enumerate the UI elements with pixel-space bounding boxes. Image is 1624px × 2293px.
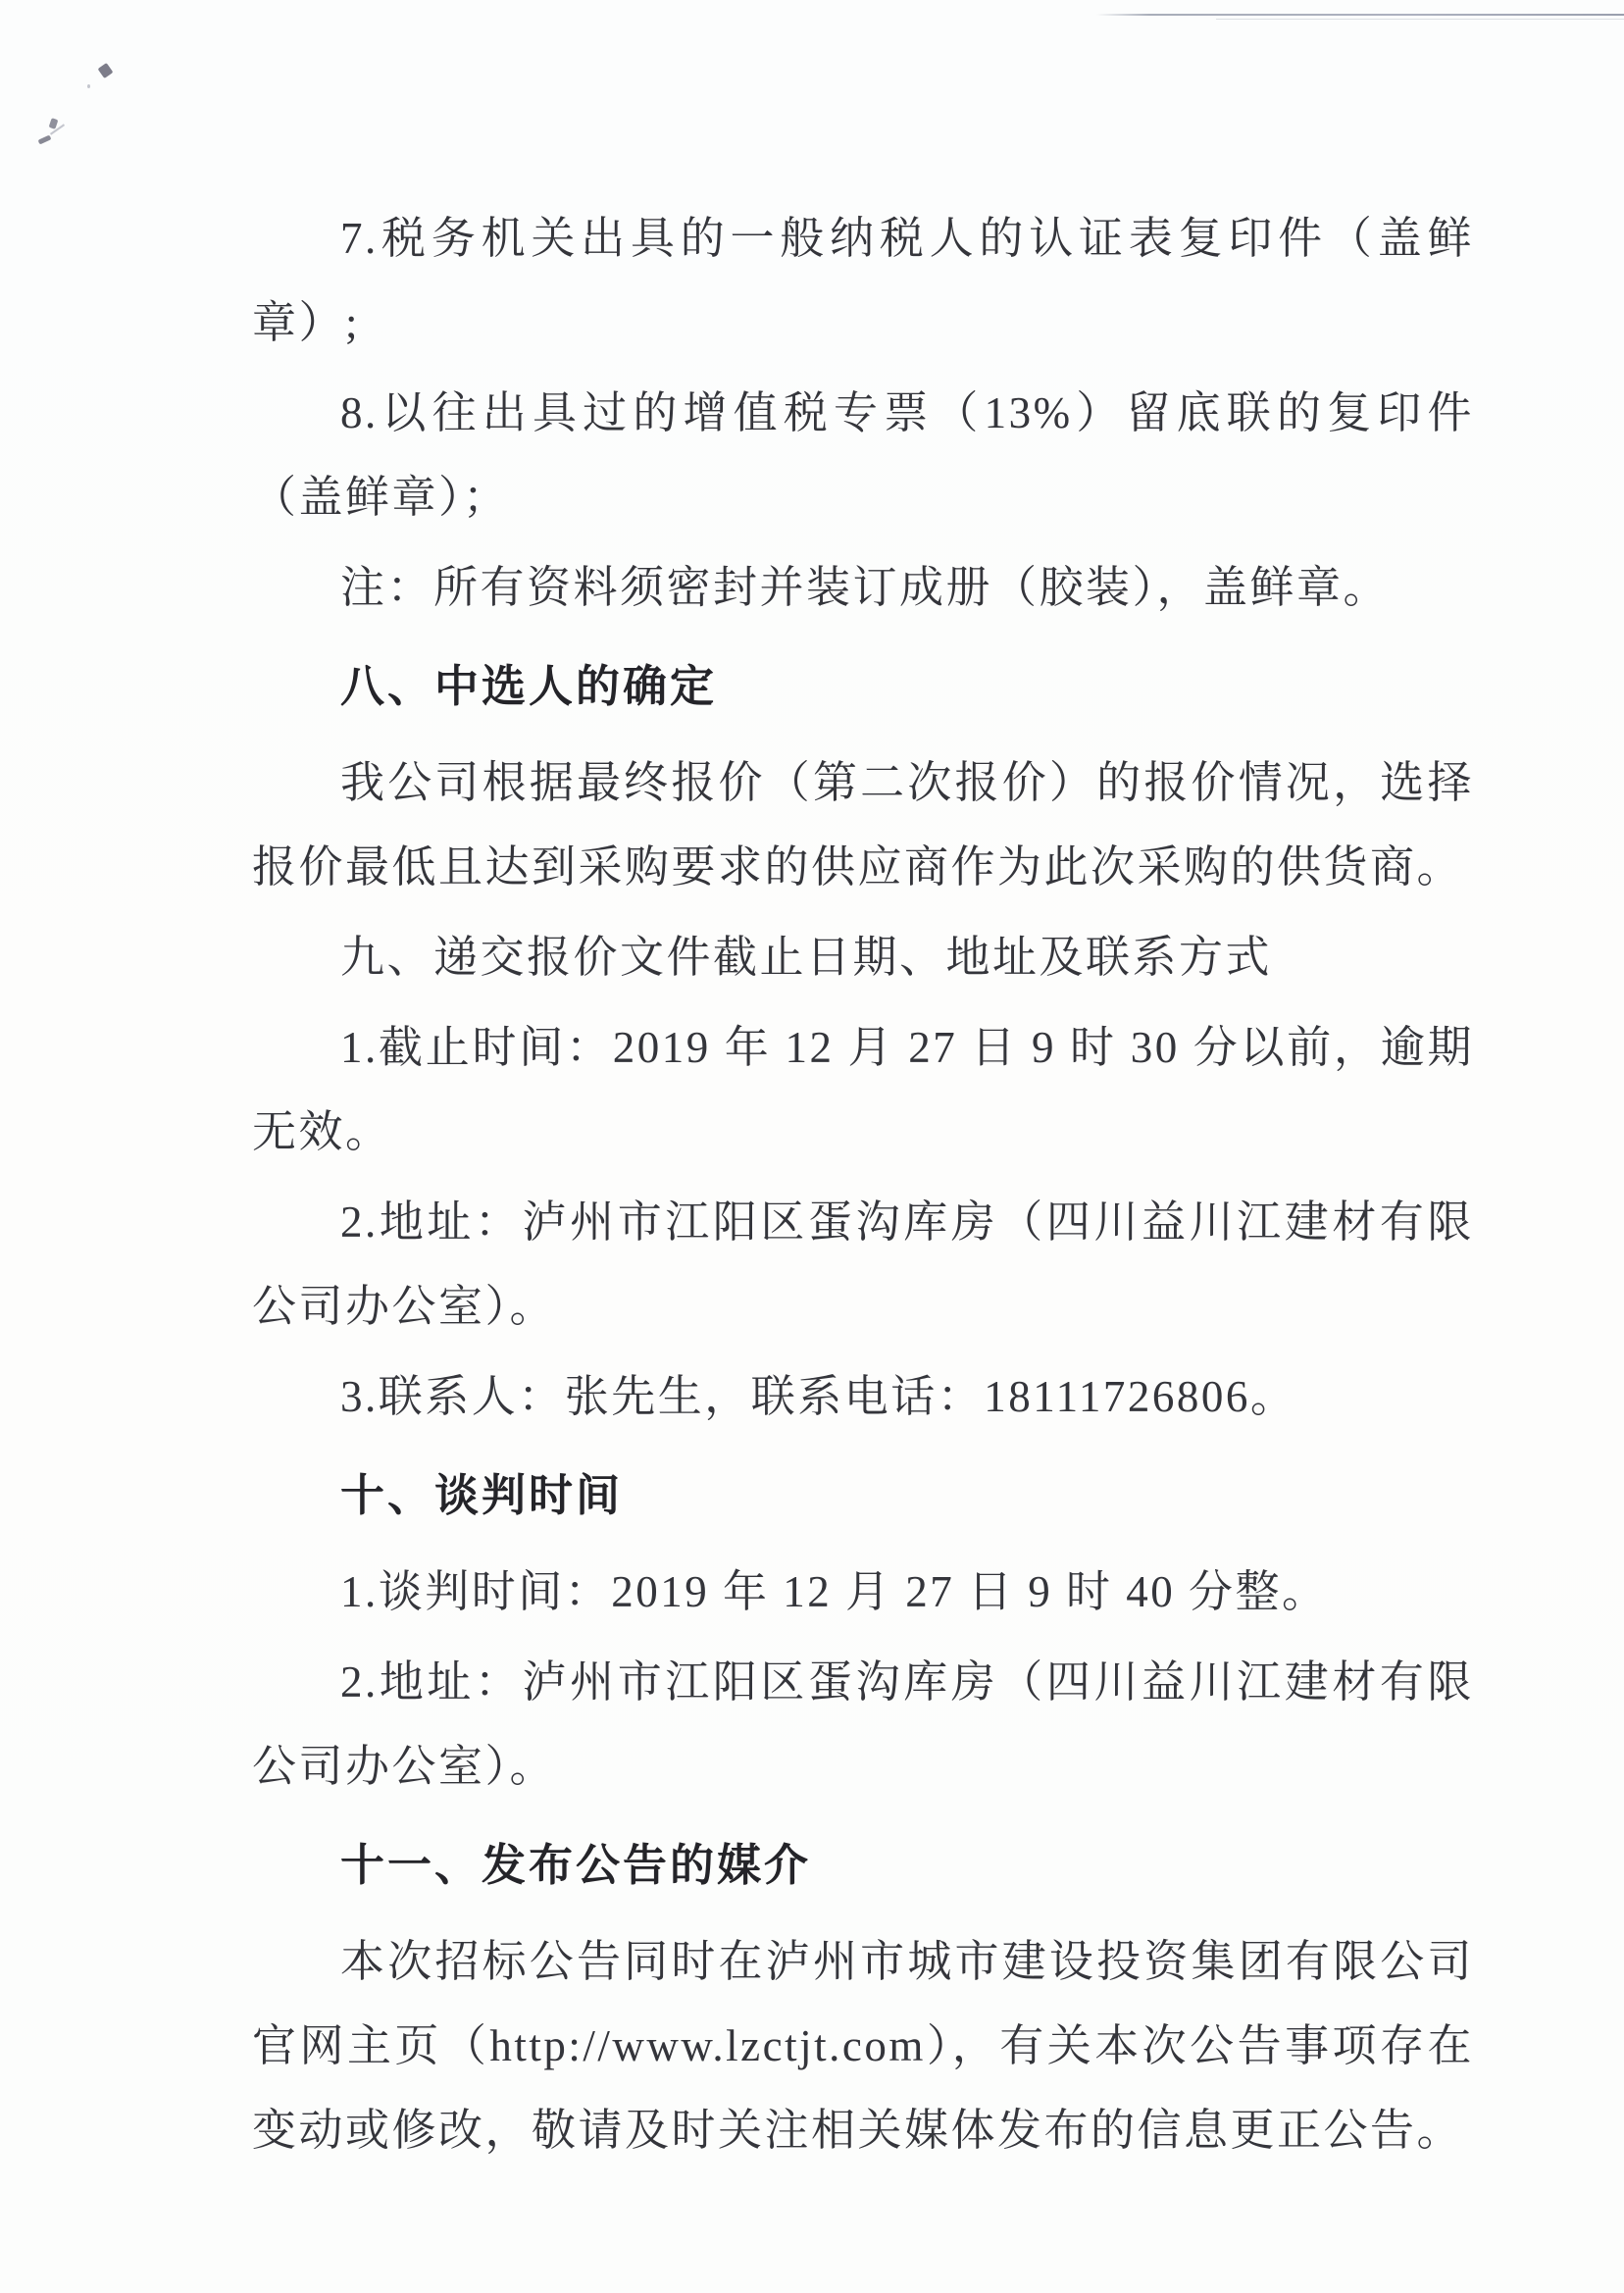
section-heading: 十一、发布公告的媒介 <box>340 1840 812 1890</box>
scan-edge-line <box>1096 14 1624 16</box>
scan-speck <box>38 134 52 144</box>
section-heading: 八、中选人的确定 <box>340 661 718 711</box>
section-heading: 十、谈判时间 <box>340 1470 624 1520</box>
paragraph: 3.联系人：张先生，联系电话：18111726806。 <box>340 1372 1297 1421</box>
paragraph: 本次招标公告同时在泸州市城市建设投资集团有限公司官网主页（http://www.lzctjt.com），有关本次公告事项存在变动或修改，敬请及时关注相关媒体发布的信息更正公告。 <box>252 1937 1474 2155</box>
paragraph: 1.截止时间：2019 年 12 月 27 日 9 时 30 分以前，逾期无效。 <box>252 1023 1474 1156</box>
paragraph: 2.地址：泸州市江阳区蛋沟库房（四川益川江建材有限公司办公室）。 <box>252 1657 1474 1791</box>
scan-speck <box>98 63 114 78</box>
paragraph: 注：所有资料须密封并装订成册（胶装），盖鲜章。 <box>340 563 1391 612</box>
paragraph: 2.地址：泸州市江阳区蛋沟库房（四川益川江建材有限公司办公室）。 <box>252 1197 1474 1331</box>
paragraph: 7.税务机关出具的一般纳税人的认证表复印件（盖鲜章）; <box>252 214 1474 347</box>
paragraph: 8.以往出具过的增值税专票（13%）留底联的复印件（盖鲜章）； <box>252 388 1474 522</box>
document-content <box>252 196 1474 2178</box>
scan-edge-line <box>1216 19 1624 20</box>
paragraph: 1.谈判时间：2019 年 12 月 27 日 9 时 40 分整。 <box>340 1567 1329 1616</box>
section-subheading: 九、递交报价文件截止日期、地址及联系方式 <box>340 933 1273 982</box>
paragraph: 我公司根据最终报价（第二次报价）的报价情况，选择报价最低且达到采购要求的供应商作为此次采购的供货商。 <box>252 758 1474 892</box>
scan-speck <box>87 84 90 88</box>
